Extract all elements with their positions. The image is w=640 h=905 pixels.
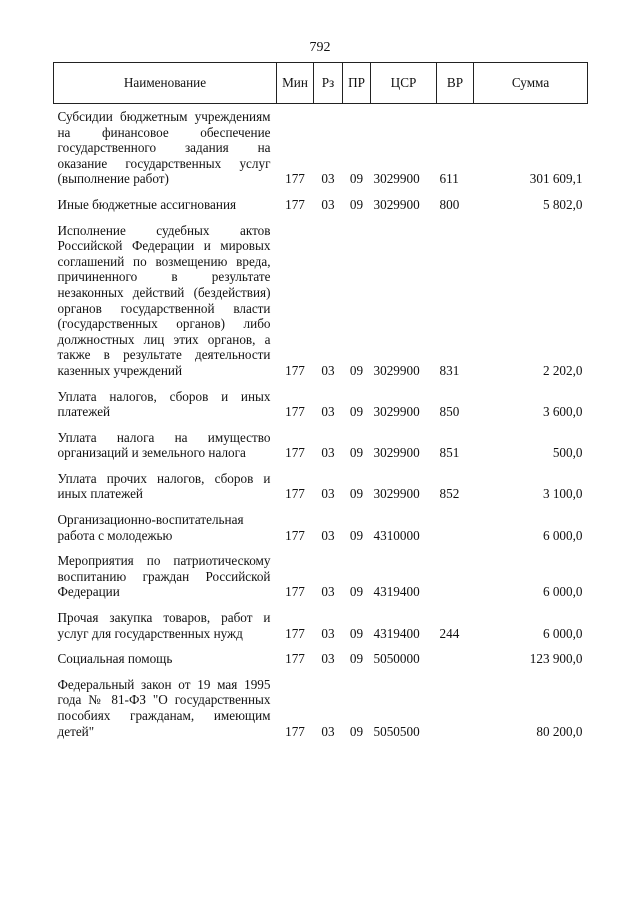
header-rz: Рз [314, 63, 343, 104]
row-rz: 03 [321, 527, 335, 543]
row-vr: 850 [439, 404, 460, 420]
row-sum: 500,0 [552, 445, 583, 461]
page-number: 792 [309, 40, 331, 55]
row-sum: 2 202,0 [542, 362, 583, 378]
row-name: Уплата прочих налогов, сборов и иных платежей [57, 470, 271, 502]
row-name: Организационно-воспитательная работа с молодежью [57, 512, 244, 543]
table-row [54, 420, 588, 461]
row-vr: 244 [439, 625, 460, 641]
row-rz: 03 [321, 651, 335, 667]
header-sum: Сумма [474, 63, 588, 104]
row-name: Исполнение судебных актов Российской Федерации и мировых соглашений по возмещению вреда, причиненного в результате незаконных действий (бездействия) органов государственной власти (государственных органов) либо должностных лиц этих органов, а также в результате деятельности казенных учреждений [57, 222, 271, 378]
table-row [54, 104, 588, 187]
row-rz: 03 [321, 445, 335, 461]
row-min: 177 [285, 723, 305, 739]
row-pr: 09 [349, 445, 364, 461]
row-csr: 4310000 [373, 527, 420, 543]
row-min: 177 [285, 445, 305, 461]
table-row [54, 187, 588, 213]
table-header [54, 63, 588, 104]
row-csr: 3029900 [373, 196, 420, 212]
row-sum: 3 100,0 [542, 486, 583, 502]
row-sum: 5 802,0 [542, 196, 583, 212]
row-pr: 09 [349, 196, 364, 212]
row-csr: 3029900 [373, 404, 420, 420]
table-row [54, 543, 588, 600]
row-csr: 5050000 [373, 651, 420, 667]
table-row [54, 667, 588, 739]
row-rz: 03 [321, 723, 335, 739]
row-name: Социальная помощь [57, 651, 173, 667]
row-name: Субсидии бюджетным учреждениям на финансовое обеспечение государственного задания на оказание государственных услуг (выполнение работ) [57, 109, 271, 187]
row-pr: 09 [349, 362, 364, 378]
row-rz: 03 [321, 362, 335, 378]
row-name: Иные бюджетные ассигнования [57, 196, 237, 212]
row-vr: 852 [439, 486, 460, 502]
row-min: 177 [285, 362, 305, 378]
row-min: 177 [285, 651, 305, 667]
row-min: 177 [285, 527, 305, 543]
row-vr: 800 [439, 196, 460, 212]
row-csr: 3029900 [373, 171, 420, 187]
row-pr: 09 [349, 527, 364, 543]
row-sum: 6 000,0 [542, 625, 583, 641]
row-rz: 03 [321, 171, 335, 187]
row-rz: 03 [321, 196, 335, 212]
table-row [54, 502, 588, 543]
row-csr: 4319400 [373, 625, 420, 641]
row-pr: 09 [349, 723, 364, 739]
row-vr [437, 641, 474, 667]
row-min: 177 [285, 404, 305, 420]
row-csr: 4319400 [373, 584, 420, 600]
row-rz: 03 [321, 486, 335, 502]
row-sum: 6 000,0 [542, 584, 583, 600]
row-min: 177 [285, 486, 305, 502]
row-rz: 03 [321, 584, 335, 600]
row-csr: 3029900 [373, 445, 420, 461]
header-pr: ПР [343, 63, 371, 104]
header-min: Мин [277, 63, 314, 104]
row-pr: 09 [349, 486, 364, 502]
table-row [54, 600, 588, 641]
row-csr: 3029900 [373, 362, 420, 378]
row-pr: 09 [349, 625, 364, 641]
row-pr: 09 [349, 404, 364, 420]
row-name: Мероприятия по патриотическому воспитанию граждан Российской Федерации [57, 553, 271, 600]
row-csr: 5050500 [373, 723, 420, 739]
row-vr: 851 [439, 445, 460, 461]
row-rz: 03 [321, 404, 335, 420]
row-sum: 6 000,0 [542, 527, 583, 543]
row-vr: 831 [439, 362, 460, 378]
row-pr: 09 [349, 171, 364, 187]
header-vr: ВР [437, 63, 474, 104]
row-name: Уплата налога на имущество организаций и земельного налога [57, 429, 271, 461]
row-sum: 123 900,0 [529, 651, 583, 667]
row-csr: 3029900 [373, 486, 420, 502]
budget-table [53, 62, 588, 739]
row-name: Прочая закупка товаров, работ и услуг для государственных нужд [57, 610, 271, 641]
table-row [54, 213, 588, 379]
row-name: Уплата налогов, сборов и иных платежей [57, 388, 271, 420]
row-sum: 80 200,0 [536, 723, 583, 739]
row-pr: 09 [349, 584, 364, 600]
header-name: Наименование [54, 63, 277, 104]
row-pr: 09 [349, 651, 364, 667]
row-vr [437, 543, 474, 600]
row-name: Федеральный закон от 19 мая 1995 года № 81-ФЗ "О государственных пособиях гражданам, имеющим детей" [57, 676, 271, 739]
row-vr: 611 [439, 171, 459, 187]
row-min: 177 [285, 584, 305, 600]
row-vr [437, 502, 474, 543]
row-min: 177 [285, 625, 305, 641]
table-row [54, 641, 588, 667]
row-rz: 03 [321, 625, 335, 641]
table-row [54, 379, 588, 420]
row-min: 177 [285, 196, 305, 212]
row-min: 177 [285, 171, 305, 187]
row-sum: 301 609,1 [529, 171, 583, 187]
table-body [54, 104, 588, 740]
row-sum: 3 600,0 [542, 404, 583, 420]
header-csr: ЦСР [371, 63, 437, 104]
row-vr [437, 667, 474, 739]
table-row [54, 461, 588, 502]
